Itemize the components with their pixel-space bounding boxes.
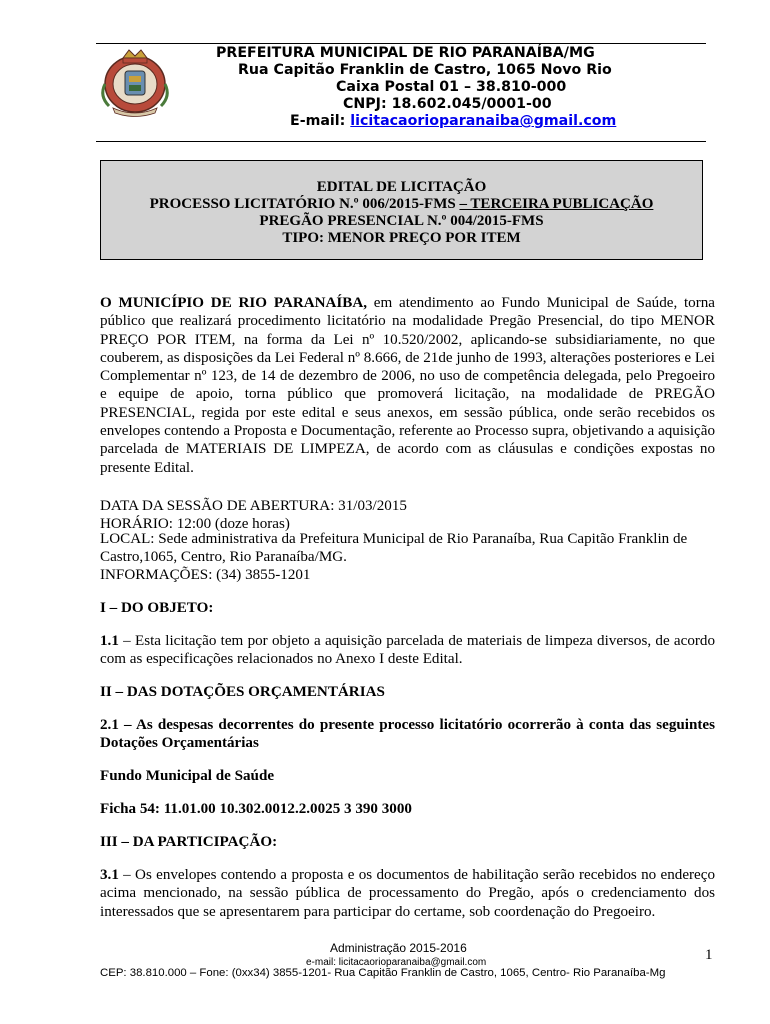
ficha: Ficha 54: 11.01.00 10.302.0012.2.0025 3 390 3000 xyxy=(100,801,412,817)
session-local: LOCAL: Sede administrativa da Prefeitura Municipal de Rio Paranaíba, Rua Capitão Franklin de Castro,1065, Centro, Rio Paranaíba/MG. xyxy=(100,531,688,566)
section-2-heading: II – DAS DOTAÇÕES ORÇAMENTÁRIAS xyxy=(100,684,385,700)
email-label: E-mail: xyxy=(290,113,346,129)
section-2-1: 2.1 – As despesas decorrentes do presente processo licitatório ocorrerão à conta das seguintes Dotações Orçamentárias xyxy=(100,717,715,752)
third-publication: – TERCEIRA PUBLICAÇÃO xyxy=(459,196,654,212)
page-number: 1 xyxy=(705,947,713,963)
org-postal: Caixa Postal 01 – 38.810-000 xyxy=(336,79,567,95)
email-link[interactable]: licitacaorioparanaiba@gmail.com xyxy=(350,113,617,129)
tipo: TIPO: MENOR PREÇO POR ITEM xyxy=(282,230,521,246)
header-bottom-rule xyxy=(96,141,706,142)
edital-title-box xyxy=(100,160,703,260)
session-date: DATA DA SESSÃO DE ABERTURA: 31/03/2015 xyxy=(100,498,407,514)
intro-lead: O MUNICÍPIO DE RIO PARANAÍBA, xyxy=(100,295,368,311)
section-3-heading: III – DA PARTICIPAÇÃO: xyxy=(100,834,278,850)
section-1-1 xyxy=(100,632,715,669)
session-time: HORÁRIO: 12:00 (doze horas) xyxy=(100,516,290,532)
municipal-coat-of-arms-icon xyxy=(95,44,175,118)
process-number-text: PROCESSO LICITATÓRIO N.º 006/2015-FMS xyxy=(149,196,456,212)
section-1-1-num: 1.1 xyxy=(100,633,119,649)
fund-name: Fundo Municipal de Saúde xyxy=(100,768,275,784)
intro-text: em atendimento ao Fundo Municipal de Saúde, torna público que realizará procedimento licitatório na modalidade Pregão Presencial, do tipo MENOR PREÇO POR ITEM, na forma da Lei nº 10.520/2002, aplicando-se subsidiariamente, no que couberem, as disposições da Lei Federal nº 8.666, de 21de junho de 1993, alterações posteriores e Lei Complementar nº 123, de 14 de dezembro de 2006, no uso de competência delegada, pelo Pregoeiro e equipe de apoio, torna público que promoverá licitação, na modalidade de PREGÃO PRESENCIAL, regida por este edital e seus anexos, em sessão pública, onde serão recebidos os envelopes contendo a Proposta e Documentação, referente ao Processo supra, objetivando a aquisição parcelada de MATERIAIS DE LIMPEZA, de acordo com as cláusulas e condições expostas no presente Edital. xyxy=(100,295,715,476)
session-info: INFORMAÇÕES: (34) 3855-1201 xyxy=(100,567,311,583)
org-email-row xyxy=(290,113,616,130)
intro-paragraph xyxy=(100,294,715,477)
section-3-1 xyxy=(100,866,715,921)
edital-title: EDITAL DE LICITAÇÃO xyxy=(316,179,487,195)
header-top-rule xyxy=(96,43,706,44)
org-address: Rua Capitão Franklin de Castro, 1065 Novo Rio xyxy=(238,62,612,78)
section-3-1-text: – Os envelopes contendo a proposta e os documentos de habilitação serão recebidos no endereço acima mencionado, na sessão pública de processamento do Pregão, após o credenciamento dos interessados que se apresentarem para participar do certame, sob coordenação do Pregoeiro. xyxy=(100,867,715,920)
section-1-heading: I – DO OBJETO: xyxy=(100,600,214,616)
process-number xyxy=(101,196,702,213)
org-cnpj: CNPJ: 18.602.045/0001-00 xyxy=(343,96,552,112)
footer-admin: Administração 2015-2016 xyxy=(330,941,467,955)
section-3-1-num: 3.1 xyxy=(100,867,119,883)
org-name: PREFEITURA MUNICIPAL DE RIO PARANAÍBA/MG xyxy=(216,45,595,61)
footer-email: e-mail: licitacaorioparanaiba@gmail.com xyxy=(306,957,487,968)
footer-address: CEP: 38.810.000 – Fone: (0xx34) 3855-1201- Rua Capitão Franklin de Castro, 1065, Centro- Rio Paranaíba-Mg xyxy=(100,967,666,979)
section-1-1-text: – Esta licitação tem por objeto a aquisição parcelada de materiais de limpeza diversos, de acordo com as especificações relacionados no Anexo I deste Edital. xyxy=(100,633,715,668)
pregao-number: PREGÃO PRESENCIAL N.º 004/2015-FMS xyxy=(259,213,544,229)
